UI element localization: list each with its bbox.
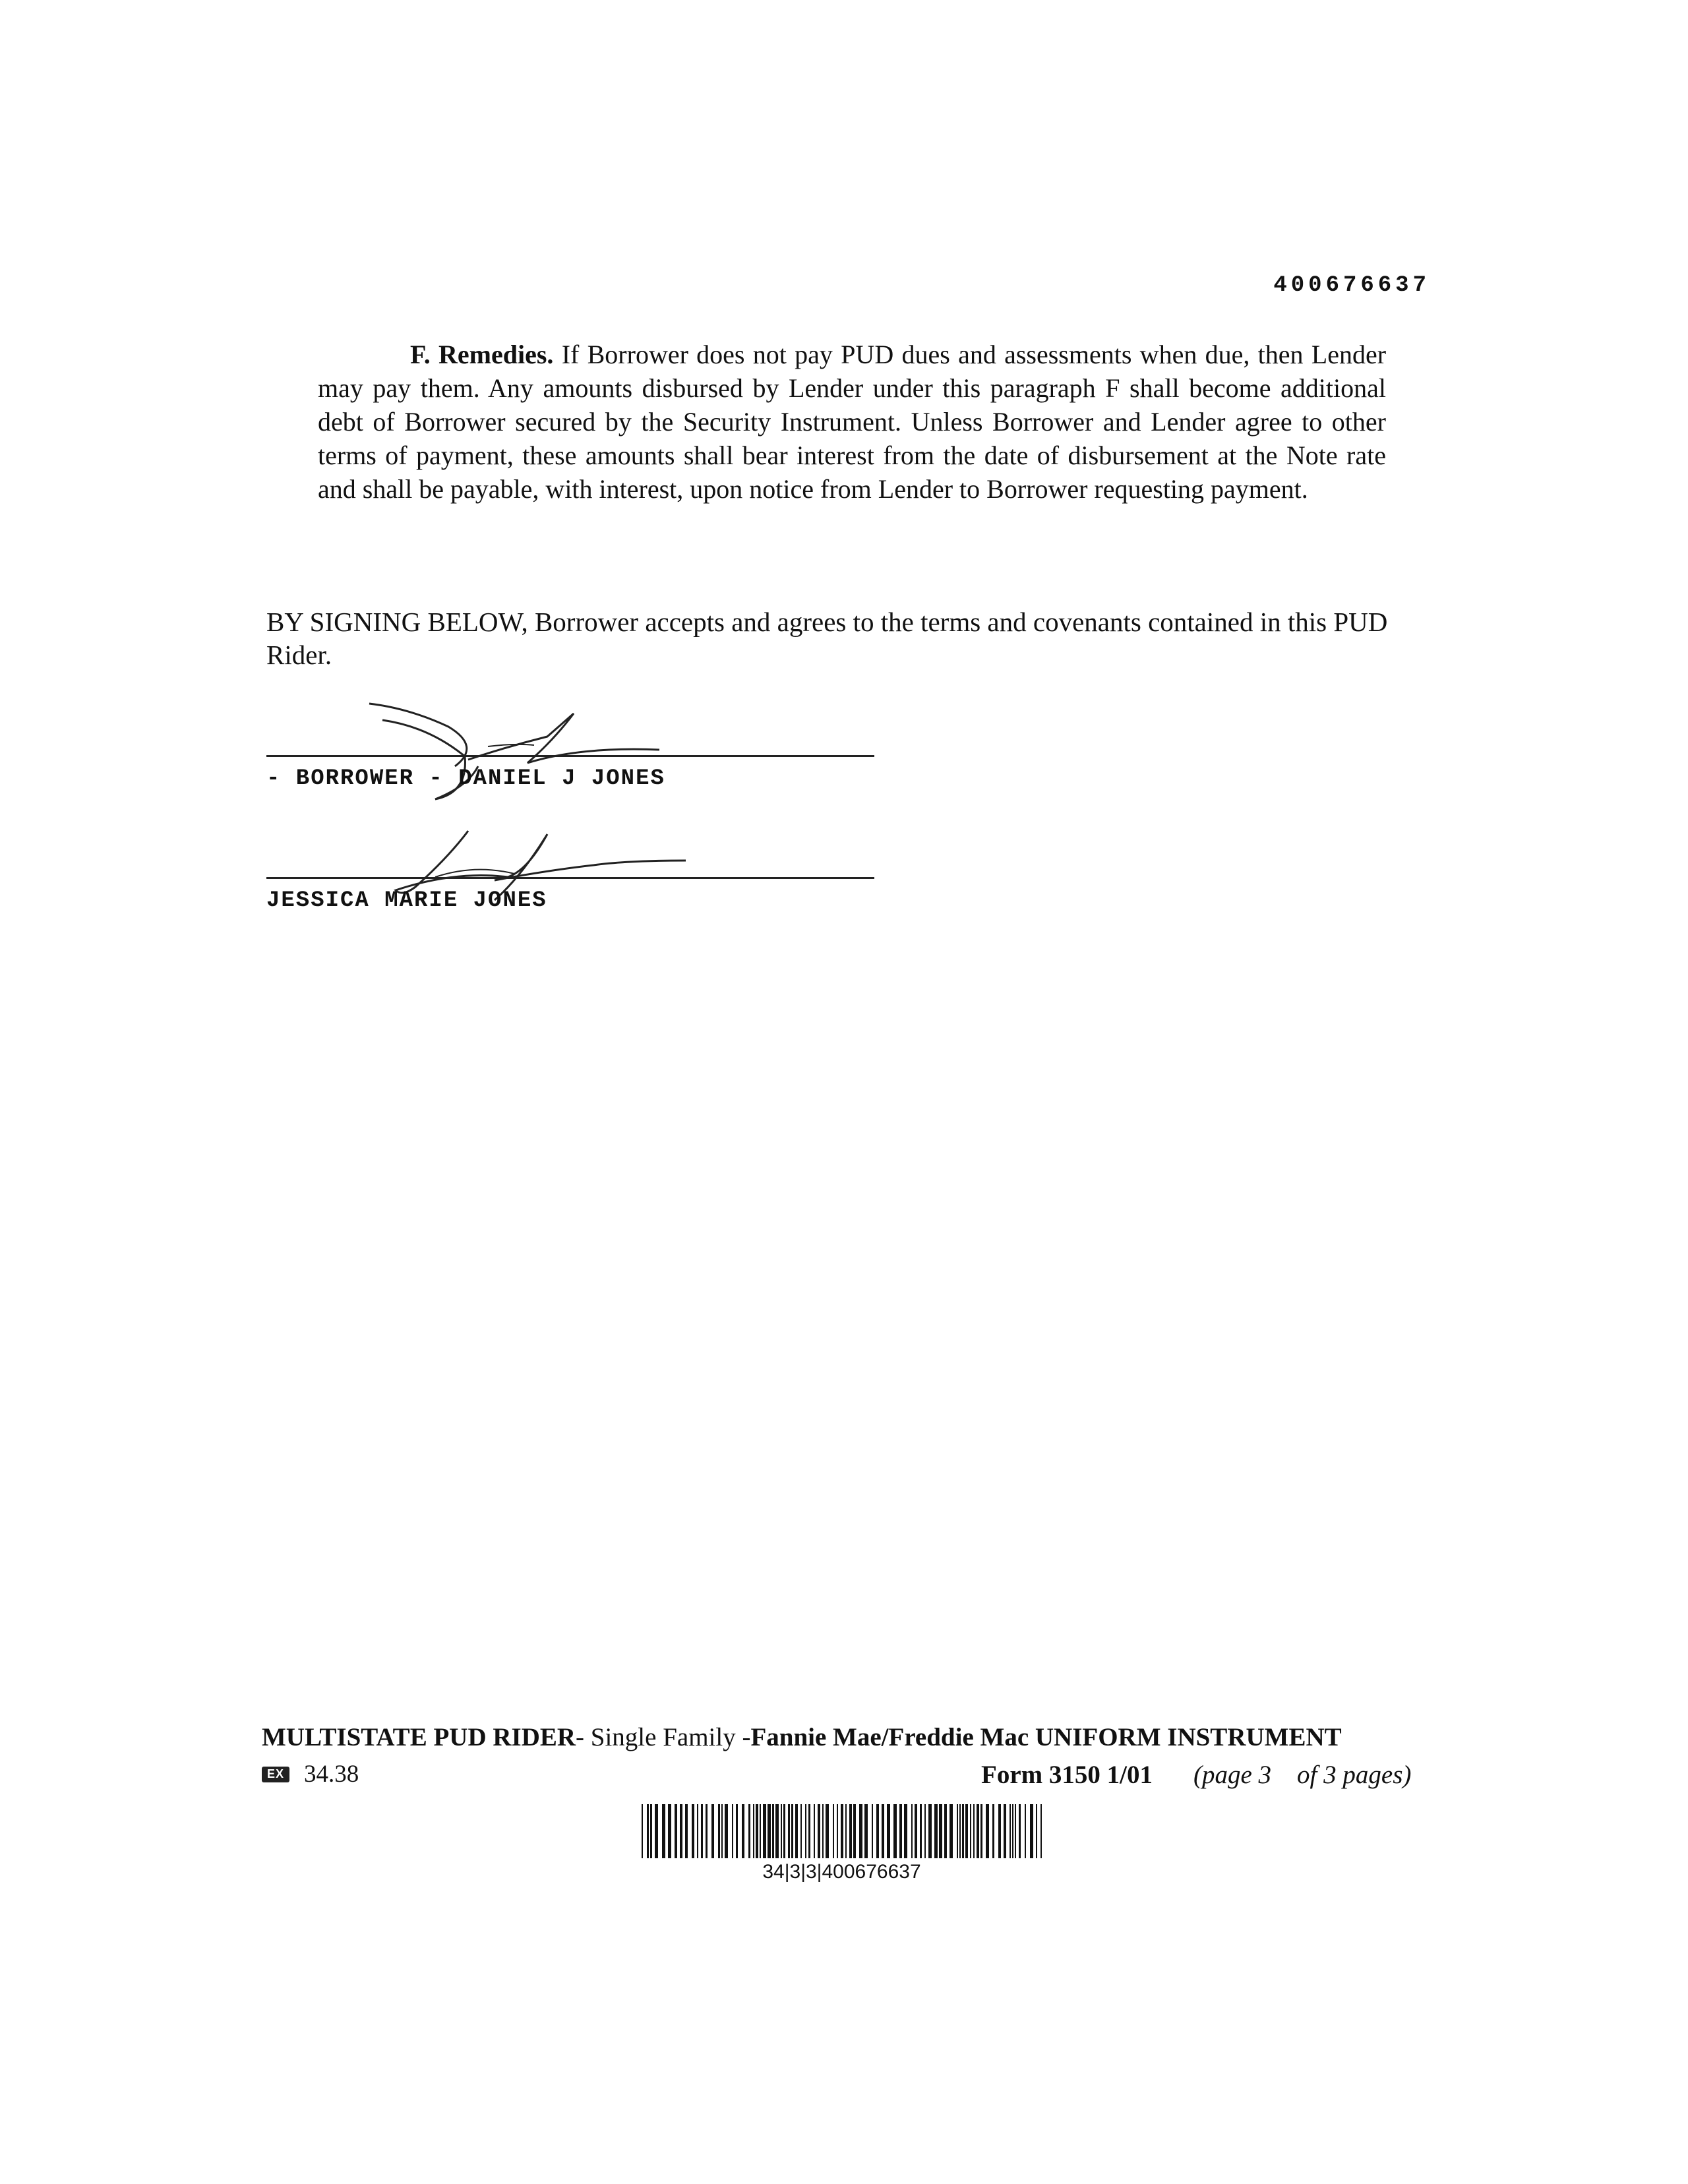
signature-line-2 bbox=[266, 877, 874, 879]
barcode-bar bbox=[1025, 1804, 1026, 1858]
barcode-bar bbox=[775, 1804, 779, 1858]
barcode-bar bbox=[818, 1804, 820, 1858]
form-title-bold-2: Fannie Mae/Freddie Mac UNIFORM INSTRUMENT bbox=[750, 1723, 1342, 1751]
signature-line-1 bbox=[266, 755, 874, 757]
signature-label-2: JESSICA MARIE JONES bbox=[266, 888, 547, 913]
barcode-bar bbox=[957, 1804, 958, 1858]
barcode-bar bbox=[837, 1804, 838, 1858]
barcode-bar bbox=[685, 1804, 688, 1858]
loan-number: 400676637 bbox=[1273, 273, 1430, 298]
barcode-bar bbox=[668, 1804, 671, 1858]
barcode-bar bbox=[911, 1804, 913, 1858]
form-code: 34.38 bbox=[304, 1761, 359, 1788]
barcode-bar bbox=[986, 1804, 989, 1858]
barcode-bar bbox=[706, 1804, 708, 1858]
barcode-bar bbox=[753, 1804, 754, 1858]
form-code-row bbox=[262, 1760, 359, 1788]
barcode-bar bbox=[934, 1804, 938, 1858]
barcode-bar bbox=[970, 1804, 971, 1858]
barcode-bar bbox=[899, 1804, 902, 1858]
barcode-bar bbox=[882, 1804, 884, 1858]
barcode-bar bbox=[721, 1804, 723, 1858]
barcode-bar bbox=[992, 1804, 994, 1858]
barcode-bar bbox=[756, 1804, 758, 1858]
barcode-bar bbox=[1040, 1804, 1042, 1858]
form-title-normal: - Single Family - bbox=[576, 1723, 751, 1751]
signature-label-1: - BORROWER - DANIEL J JONES bbox=[266, 766, 665, 791]
barcode-bar bbox=[965, 1804, 968, 1858]
barcode-bar bbox=[1012, 1804, 1013, 1858]
barcode-bar bbox=[647, 1804, 649, 1858]
barcode-bar bbox=[924, 1804, 926, 1858]
barcode-bar bbox=[853, 1804, 856, 1858]
form-title bbox=[262, 1722, 1342, 1752]
barcode-bar bbox=[788, 1804, 790, 1858]
barcode-bar bbox=[944, 1804, 947, 1858]
barcode-bar bbox=[920, 1804, 922, 1858]
barcode-bar bbox=[826, 1804, 829, 1858]
barcode-bar bbox=[1036, 1804, 1037, 1858]
barcode-bar bbox=[980, 1804, 982, 1858]
barcode-bar bbox=[768, 1804, 771, 1858]
barcode-bar bbox=[675, 1804, 677, 1858]
barcode-text: 34|3|3|400676637 bbox=[762, 1861, 921, 1883]
barcode-bar bbox=[697, 1804, 698, 1858]
barcode-bar bbox=[800, 1804, 802, 1858]
remedies-heading: F. Remedies. bbox=[410, 340, 554, 369]
barcode-bar bbox=[711, 1804, 714, 1858]
barcode-bar bbox=[791, 1804, 793, 1858]
barcode-bar bbox=[642, 1804, 643, 1858]
barcode-bar bbox=[781, 1804, 782, 1858]
barcode-bar bbox=[859, 1804, 862, 1858]
barcode-bar bbox=[795, 1804, 798, 1858]
barcode-bar bbox=[662, 1804, 665, 1858]
form-number: Form 3150 1/01 bbox=[981, 1761, 1153, 1789]
barcode-bar bbox=[760, 1804, 761, 1858]
remedies-paragraph bbox=[318, 338, 1386, 506]
agreement-statement: BY SIGNING BELOW, Borrower accepts and agrees to the terms and covenants contained in this PUD Rider. bbox=[266, 607, 1388, 670]
barcode-bar bbox=[748, 1804, 750, 1858]
barcode-bar bbox=[872, 1804, 873, 1858]
barcode-bar bbox=[692, 1804, 694, 1858]
barcode-bar bbox=[973, 1804, 975, 1858]
barcode-bar bbox=[928, 1804, 932, 1858]
barcode-bar bbox=[763, 1804, 766, 1858]
barcode-bar bbox=[849, 1804, 852, 1858]
remedies-body: If Borrower does not pay PUD dues and assessments when due, then Lender may pay them. Any amounts disbursed by Lender under this paragraph F shall become additional debt of Borrower secured by the Security Instrument. Unless Borrower and Lender agree to other terms of payment, these amounts shall bear interest from the date of disbursement at the Note rate and shall be payable, with interest, upon notice from Lender to Borrower requesting payment. bbox=[318, 340, 1387, 504]
barcode-bar bbox=[1015, 1804, 1016, 1858]
barcode-bar bbox=[736, 1804, 738, 1858]
barcode-bar bbox=[962, 1804, 964, 1858]
form-title-bold-1: MULTISTATE PUD RIDER bbox=[262, 1723, 576, 1751]
barcode-bar bbox=[742, 1804, 744, 1858]
barcode-bar bbox=[845, 1804, 847, 1858]
barcode-bar bbox=[1030, 1804, 1033, 1858]
barcode-bar bbox=[841, 1804, 843, 1858]
barcode-bar bbox=[650, 1804, 652, 1858]
barcode-bar bbox=[959, 1804, 961, 1858]
barcode-bar bbox=[732, 1804, 733, 1858]
barcode-bar bbox=[808, 1804, 810, 1858]
barcode-bar bbox=[680, 1804, 682, 1858]
barcode-bar bbox=[814, 1804, 815, 1858]
barcode-bar bbox=[833, 1804, 834, 1858]
barcode-bar bbox=[805, 1804, 806, 1858]
publisher-logo-icon: EX bbox=[262, 1767, 289, 1782]
barcode-bar bbox=[876, 1804, 879, 1858]
barcode-bar bbox=[998, 1804, 1001, 1858]
barcode-bar bbox=[718, 1804, 720, 1858]
barcode-bar bbox=[772, 1804, 774, 1858]
barcode-bar bbox=[864, 1804, 868, 1858]
barcode-bar bbox=[1004, 1804, 1006, 1858]
barcode-bar bbox=[701, 1804, 703, 1858]
page-info: (page 3 of 3 pages) bbox=[1193, 1761, 1412, 1789]
barcode bbox=[642, 1804, 1042, 1858]
barcode-bar bbox=[887, 1804, 890, 1858]
barcode-bar bbox=[904, 1804, 907, 1858]
barcode-bar bbox=[950, 1804, 953, 1858]
barcode-bar bbox=[915, 1804, 917, 1858]
barcode-bar bbox=[977, 1804, 979, 1858]
barcode-bar bbox=[822, 1804, 824, 1858]
barcode-bar bbox=[655, 1804, 658, 1858]
barcode-bar bbox=[783, 1804, 785, 1858]
barcode-bar bbox=[893, 1804, 897, 1858]
barcode-bar bbox=[939, 1804, 942, 1858]
barcode-bar bbox=[1019, 1804, 1021, 1858]
barcode-bar bbox=[1010, 1804, 1011, 1858]
barcode-bar bbox=[725, 1804, 728, 1858]
